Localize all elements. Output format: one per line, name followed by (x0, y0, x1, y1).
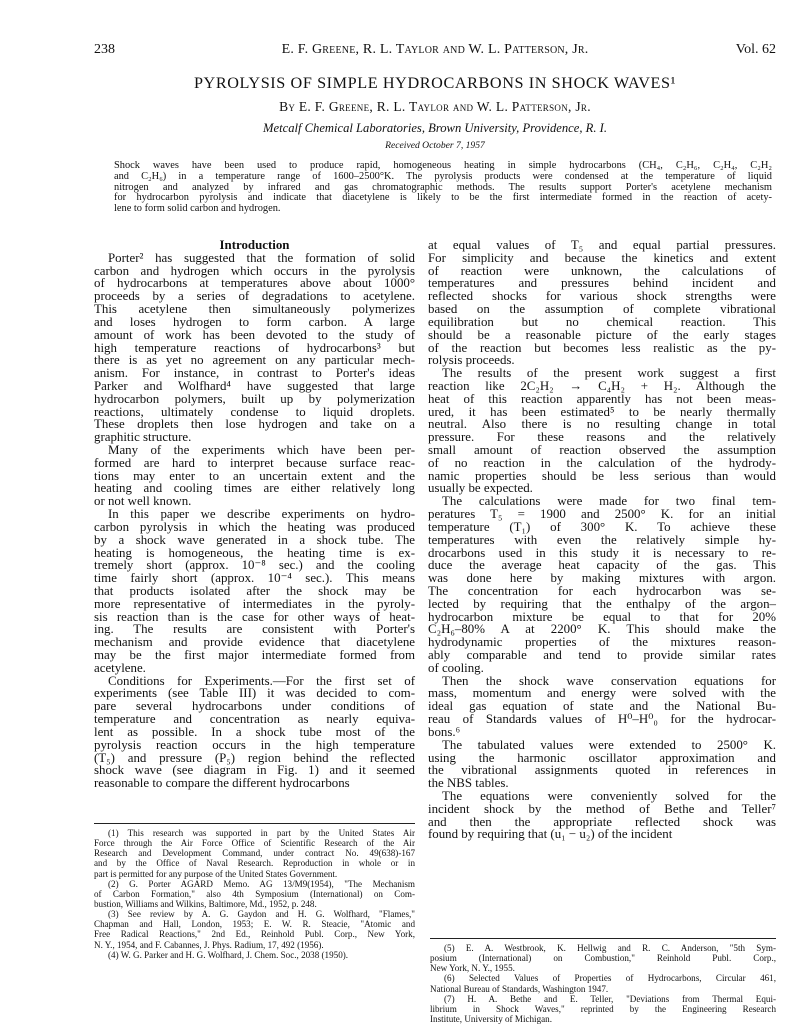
text-line: temperatures and pressures behind incident and (428, 276, 776, 291)
text-line: small amount of reaction observed the assumption (428, 443, 776, 457)
text-line: These droplets then lose hydrogen and take on a (94, 417, 415, 432)
text-line: acetylene. (94, 660, 146, 675)
text-line: carbon and hydrogen which occurs in the pyrolysis (94, 263, 415, 278)
footnote-rule-right (430, 938, 776, 939)
text-line: Conditions for Experiments.—For the first set of (108, 673, 415, 688)
abstract-line: nitrogen and analyzed by infrared and gas chromatographic methods. The results support Porter's acetylene mechanism (114, 181, 772, 193)
text-line: of no reaction in the calculation of the hydrody- (428, 455, 776, 470)
text-line: or not well known. (94, 494, 192, 509)
footnote-line: (4) W. G. Parker and H. G. Wolfhard, J. Chem. Soc., 2038 (1950). (108, 949, 349, 960)
left-column (94, 239, 415, 790)
footnote-line: bustion, Williams and Wilkins, Baltimore, Md., 1952, p. 248. (94, 898, 317, 909)
text-line: reaction like 2C₂H₂ → C₄H₂ + H₂. Although the (428, 378, 776, 393)
running-head-authors: E. F. Greene, R. L. Taylor and W. L. Patterson, Jr. (281, 42, 589, 57)
text-line: incident shock by the method of Bethe and Teller⁷ (428, 801, 776, 816)
text-line: drocarbons used in this study it is necessary to re- (428, 545, 776, 560)
text-line: The calculations were made for two final tem- (442, 494, 776, 509)
text-line: duce the average heat capacity of the gas. This (428, 558, 776, 573)
abstract (114, 161, 772, 215)
footnote-line: (2) G. Porter AGARD Memo. AG 13/M9(1954), "The Mechanism (108, 878, 415, 889)
text-line: high temperature reactions of hydrocarbons³ but (94, 340, 415, 355)
text-line: there is as yet no agreement on any particular mech- (94, 353, 415, 368)
received-date: Received October 7, 1957 (385, 140, 485, 151)
footnote-line: Free Radical Reactions," 2nd Ed., Reinhold Publ. Corp., New York, (94, 929, 415, 940)
text-line: was done here by making mixtures with argon. (428, 571, 776, 586)
text-line: ably comparable and tend to provide similar rates (428, 648, 776, 662)
text-line: experiments (see Table III) it was decided to com- (94, 686, 415, 701)
text-line: reactions, ultimately condense to liquid droplets. (94, 404, 415, 419)
text-line: pressure. For these reasons and the relatively (428, 430, 776, 445)
text-line: tions may enter to an uncertain extent and the (94, 468, 415, 483)
text-line: The tabulated values were extended to 2500° K. (442, 737, 776, 752)
text-line: usually be expected. (428, 481, 533, 496)
running-head (94, 42, 776, 60)
footnote-line: Chapman and Hall, London, 1953; E. W. R. Steacie, "Atomic and (94, 919, 415, 930)
footnote-line: (1) This research was supported in part by the United States Air (108, 828, 415, 838)
text-line: C₂H₆–80% A at 2200° K. This should make the (428, 622, 776, 637)
text-line: anism. For instance, in contrast to Porter's ideas (94, 366, 415, 381)
text-line: ideal gas equation of state and the National Bu- (428, 699, 776, 714)
footnote-line: (6) Selected Values of Properties of Hydrocarbons, Circular 461, (444, 973, 776, 984)
text-line: pyrolysis reaction occurs in the high temperature (94, 737, 415, 752)
text-line: should be a reasonable picture of the early stages (428, 327, 776, 342)
text-line: mass, momentum and energy were solved with the (428, 686, 776, 701)
footnotes-left (94, 828, 415, 960)
text-line: peratures T₅ = 1900 and 2500° K. for an initial (428, 507, 776, 522)
text-line: hydrocarbon mixture be equal to that for 20% (428, 609, 776, 624)
section-heading: Introduction (219, 238, 290, 252)
footnote-line: (7) H. A. Bethe and E. Teller, "Deviations from Thermal Equi- (444, 993, 776, 1004)
text-line: mechanism and provide evidence that diacetylene (94, 635, 415, 650)
text-line: found by requiring that (u₁ − u₂) of the incident (428, 827, 673, 842)
text-line: Porter² has suggested that the formation of solid (108, 250, 415, 265)
text-line: heat of this reaction apparently has not been meas- (428, 391, 776, 406)
footnote-line: part is permitted for any purpose of the United States Government. (94, 868, 338, 879)
footnote-line: librium in Shock Waves," reprinted by the Engineering Research (430, 1003, 776, 1014)
footnote-line: N. Y., 1954, and F. Cabannes, J. Phys. Radium, 17, 492 (1956). (94, 939, 324, 950)
footnote-line: Force through the Air Force Office of Scientific Research of the Air (94, 838, 415, 849)
text-line: Many of the experiments which have been per- (108, 443, 415, 457)
footnote-line: and by the Office of Naval Research. Reproduction in whole or in (94, 858, 415, 869)
text-line: sis reaction than is the case for other ways of heat- (94, 609, 415, 624)
text-line: graphitic structure. (94, 430, 192, 445)
text-line: The concentration for each hydrocarbon was se- (428, 583, 776, 598)
byline: By E. F. Greene, R. L. Taylor and W. L. Patterson, Jr. (279, 99, 591, 114)
text-line: (T₅) and pressure (P₅) region behind the reflected (94, 750, 415, 765)
text-line: equilibration but no chemical reaction. This (428, 314, 776, 329)
abstract-line: Shock waves have been used to produce rapid, homogeneous heating in simple hydrocarbons (CH₄, C₂H₆, C₂H₄, C₂H₂ (114, 160, 772, 171)
text-line: temperatures with even the relatively simple hy- (428, 532, 776, 547)
text-line: The results of the present work suggest a first (442, 366, 776, 381)
text-line: bons.⁶ (428, 724, 461, 739)
text-line: shock wave (see diagram in Fig. 1) and it seemed (94, 763, 415, 778)
text-line: temperature and concentration as nearly equiva- (94, 712, 415, 727)
footnote-line: posium (International) on Combustion," Reinhold Publ. Corp., (430, 953, 776, 964)
text-line: heating and cooling times are either relatively long (94, 481, 415, 496)
text-line: at equal values of T₅ and equal partial pressures. (428, 238, 776, 252)
text-line: of the reaction but becomes less realistic as the py- (428, 340, 776, 355)
text-line: Then the shock wave conservation equations for (442, 673, 776, 688)
footnote-rule-left (94, 823, 415, 824)
text-line: tremely short (approx. 10⁻⁸ sec.) and the cooling (94, 558, 415, 573)
text-line: lent as possible. In a shock tube most of the (94, 724, 415, 739)
footnote-line: New York, N. Y., 1955. (430, 963, 515, 974)
text-line: carbon pyrolysis in which the heating was produced (94, 519, 415, 534)
text-line: ured, it has been estimated⁵ to be nearly thermally (428, 404, 776, 419)
footnote-line: Institute, University of Michigan. (430, 1013, 552, 1024)
volume-label: Vol. 62 (735, 42, 776, 57)
text-line: hydrodynamic properties of the mixtures reason- (428, 635, 776, 650)
right-column (428, 239, 776, 841)
paper-title: PYROLYSIS OF SIMPLE HYDROCARBONS IN SHOCK WAVES¹ (193, 74, 677, 92)
text-line: of cooling. (428, 660, 484, 675)
text-line: Parker and Wolfhard⁴ have suggested that large (94, 378, 415, 393)
text-line: hydrocarbon polymers, built up by polymerization (94, 391, 415, 406)
text-line: The equations were conveniently solved for the (442, 788, 776, 803)
text-line: by a shock wave generated in a shock tube. The (94, 532, 415, 547)
text-line: amount of work has been devoted to the study of (94, 327, 415, 342)
text-line: For simplicity and because the kinetics and extent (428, 250, 776, 265)
text-line: namic properties should be less serious than would (428, 468, 776, 483)
abstract-line: and C₂H₆) in a temperature range of 1600–2500°K. The pyrolysis products were condensed at the temperature of liquid (114, 170, 772, 182)
abstract-line: for hydrocarbon pyrolysis and indicate that diacetylene is likely to be the first intermediate formed in the reaction of acety- (114, 192, 772, 204)
text-line: reflected shocks for various shock strengths were (428, 289, 776, 304)
text-line: that products isolated after the shock may be (94, 583, 415, 598)
text-line: rolysis proceeds. (428, 353, 515, 368)
text-line: This acetylene then simultaneously polymerizes (94, 302, 415, 317)
abstract-line: lene to form solid carbon and hydrogen. (114, 203, 281, 215)
text-line: heating is homogeneous, the heating time is ex- (94, 545, 415, 560)
text-line: of hydrocarbons at temperatures above about 1000° (94, 276, 415, 291)
footnote-line: of Carbon Formation," also 4th Symposium (International) on Com- (94, 888, 415, 899)
text-line: temperature (T₁) of 300° K. To achieve these (428, 519, 776, 534)
page-number: 238 (94, 42, 115, 57)
footnote-line: (5) E. A. Westbrook, K. Hellwig and R. C. Anderson, "5th Sym- (444, 943, 776, 953)
affiliation: Metcalf Chemical Laboratories, Brown University, Providence, R. I. (263, 121, 607, 135)
footnote-line: Research and Development Command, under contract No. 49(638)-167 (94, 848, 415, 859)
footnote-line: National Bureau of Standards, Washington 1947. (430, 983, 609, 994)
text-line: neutral. Also there is no resulting change in total (428, 417, 776, 432)
text-line: reasonable to compare the different hydrocarbons (94, 776, 350, 791)
footnotes-right (430, 943, 776, 1024)
text-line: and loses hydrogen to form carbon. A large (94, 314, 415, 329)
footnote-line: (3) See review by A. G. Gaydon and H. G. Wolfhard, "Flames," (108, 909, 415, 920)
text-line: based on the assumption of complete vibrational (428, 302, 776, 317)
text-line: lected by requiring that the enthalpy of the argon– (428, 596, 776, 611)
text-line: formed are hard to interpret because surface reac- (94, 455, 415, 470)
text-line: may be the first major intermediate formed from (94, 648, 415, 662)
text-line: In this paper we describe experiments on hydro- (108, 507, 415, 522)
text-line: and then the appropriate reflected shock was (428, 814, 776, 829)
text-line: the NBS tables. (428, 776, 509, 791)
text-line: ing. The results are consistent with Porter's (94, 622, 415, 637)
text-line: more representative of intermediates in the pyroly- (94, 596, 415, 611)
text-line: time fairly short (approx. 10⁻⁴ sec.). This means (94, 571, 415, 586)
text-line: the vibrational assignments quoted in references in (428, 763, 776, 778)
text-line: using the harmonic oscillator approximation and (428, 750, 776, 765)
text-line: proceeds by a series of degradations to acetylene. (94, 289, 415, 304)
text-line: pare several hydrocarbons under conditions of (94, 699, 415, 714)
text-line: reau of Standards values of H⁰–H⁰₀ for the hydrocar- (428, 712, 776, 727)
text-line: of reaction were unknown, the calculations of (428, 263, 776, 278)
